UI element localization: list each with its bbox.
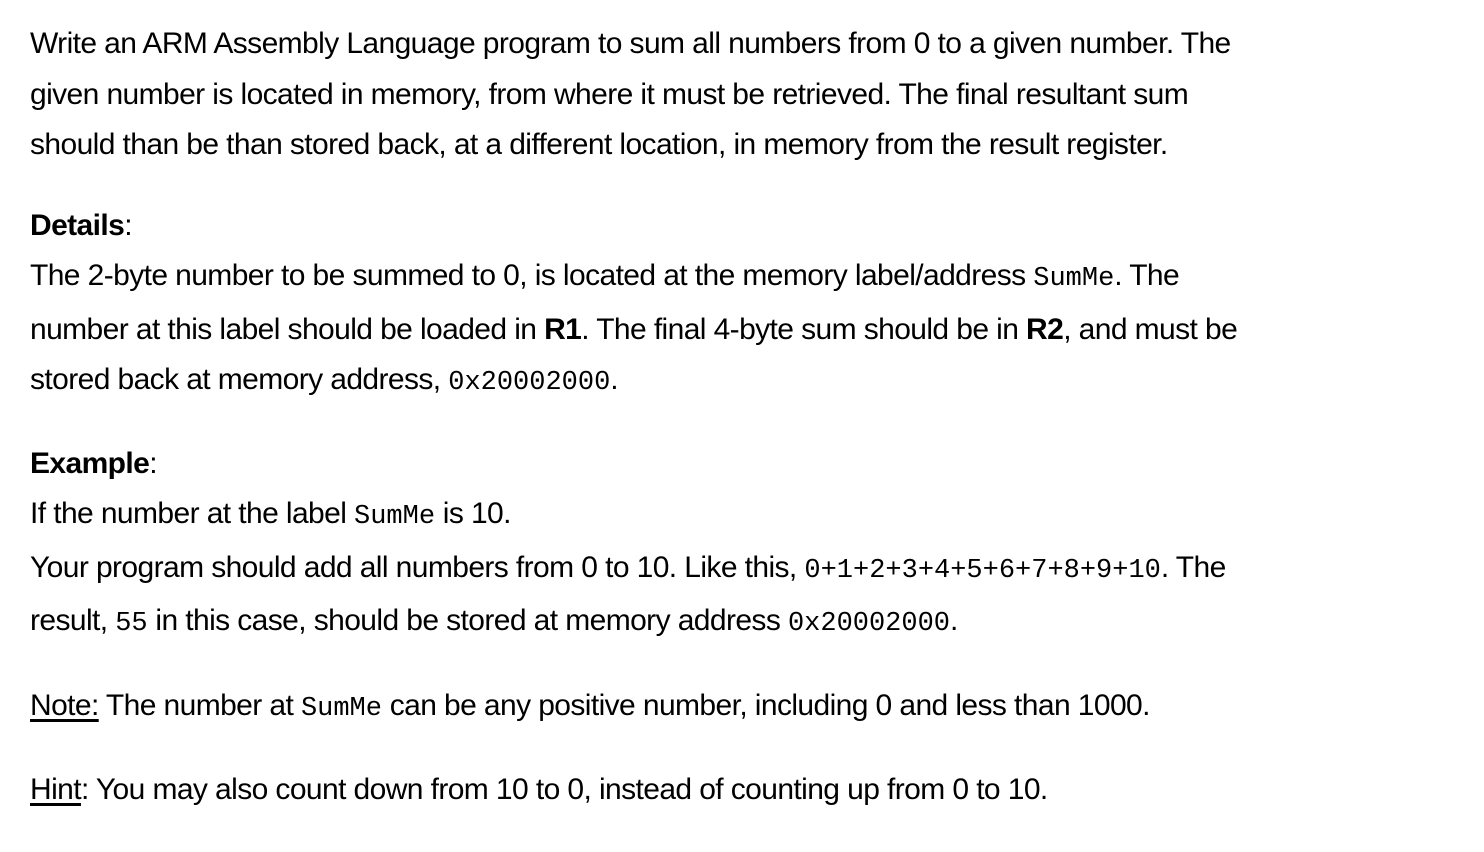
details-text: stored back at memory address, xyxy=(30,363,449,396)
code-address: 0x20002000 xyxy=(448,368,611,398)
note-line xyxy=(30,681,1470,735)
example-heading: Example xyxy=(30,446,150,480)
details-heading-line xyxy=(30,201,1470,252)
code-result: 55 xyxy=(115,609,148,639)
example-text: If the number at the label xyxy=(30,497,355,530)
details-line xyxy=(30,355,1470,409)
intro-paragraph xyxy=(30,19,1470,171)
details-text: . xyxy=(610,363,619,396)
details-heading-colon: : xyxy=(124,208,132,242)
details-line xyxy=(30,305,1470,356)
example-text: . xyxy=(950,604,958,637)
code-address: 0x20002000 xyxy=(787,609,950,639)
example-text: Your program should add all numbers from 0 to 10. Like this, xyxy=(30,550,805,584)
hint-line xyxy=(30,765,1470,816)
example-heading-line xyxy=(30,439,1470,490)
details-line xyxy=(30,251,1470,305)
example-line xyxy=(30,543,1470,597)
intro-line: Write an ARM Assembly Language program to sum all numbers from 0 to a given number. The xyxy=(30,27,1231,60)
intro-line: given number is located in memory, from where it must be retrieved. The final resultant sum xyxy=(30,77,1189,111)
note-text: The number at xyxy=(98,688,301,722)
example-text: in this case, should be stored at memory address xyxy=(147,604,788,637)
details-text: . The final 4-byte sum should be in xyxy=(581,312,1027,346)
details-section xyxy=(30,201,1470,409)
hint-text: : You may also count down from 10 to 0, instead of counting up from 0 to 10. xyxy=(80,773,1048,806)
register-r1: R1 xyxy=(544,312,582,346)
example-line xyxy=(30,596,1470,650)
hint-label: Hint xyxy=(30,773,81,806)
code-expression: 0+1+2+3+4+5+6+7+8+9+10 xyxy=(804,555,1161,586)
register-r2: R2 xyxy=(1026,312,1064,346)
example-text: result, xyxy=(30,604,116,637)
code-summe: SumMe xyxy=(354,502,436,532)
details-text: The 2-byte number to be summed to 0, is located at the memory label/address xyxy=(30,259,1034,292)
example-heading-colon: : xyxy=(149,446,157,480)
example-text: . The xyxy=(1160,550,1226,584)
details-text: , and must be xyxy=(1063,312,1238,346)
example-section xyxy=(30,439,1470,650)
details-heading: Details xyxy=(30,208,125,242)
code-summe: SumMe xyxy=(300,693,382,724)
details-text: . The xyxy=(1114,259,1180,292)
note-text: can be any positive number, including 0 and less than 1000. xyxy=(381,688,1150,722)
details-text: number at this label should be loaded in xyxy=(30,312,545,346)
intro-line: should than be than stored back, at a different location, in memory from the result register. xyxy=(30,128,1168,161)
document-body xyxy=(30,19,1470,816)
example-text: is 10. xyxy=(435,497,511,530)
note-label: Note: xyxy=(30,688,99,722)
example-line xyxy=(30,489,1470,543)
code-summe: SumMe xyxy=(1033,264,1115,294)
